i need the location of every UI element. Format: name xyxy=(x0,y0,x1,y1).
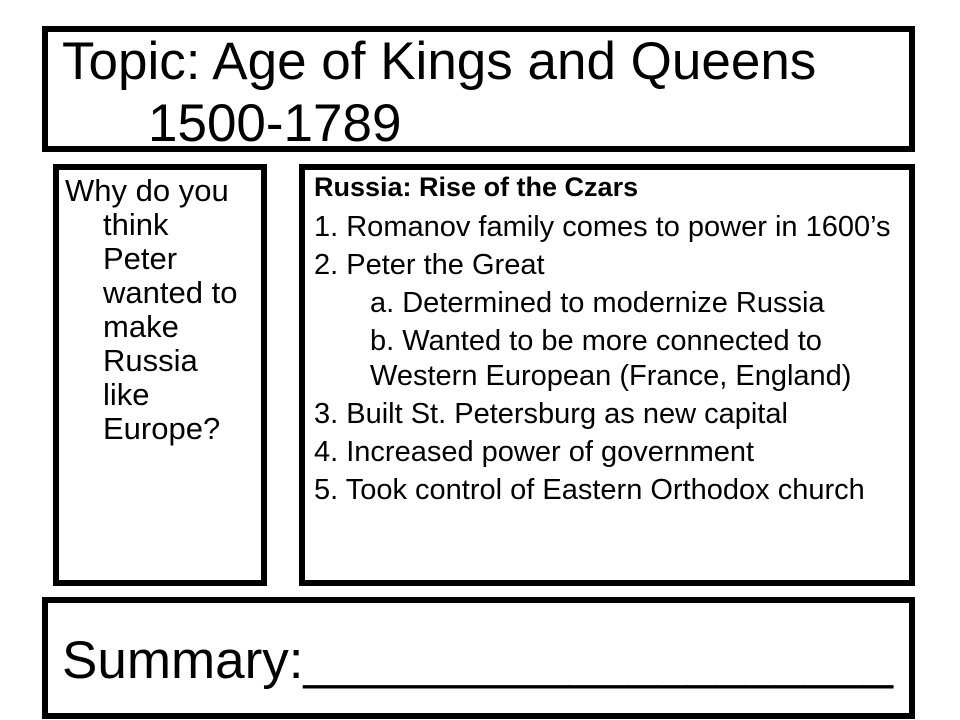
note-item-4: 4. Increased power of government xyxy=(314,436,755,468)
note-item-5: 5. Took control of Eastern Orthodox church xyxy=(314,474,865,506)
note-subitem-2b: b. Wanted to be more connected to Western European (France, England) xyxy=(370,325,852,392)
notes-column xyxy=(314,170,909,508)
note-item-3: 3. Built St. Petersburg as new capital xyxy=(314,398,788,430)
topic-title: Topic: Age of Kings and Queens 1500-1789 xyxy=(62,32,817,153)
question-text: Why do you think Peter wanted to make Russia like Europe? xyxy=(65,173,238,446)
note-item-1: 1. Romanov family comes to power in 1600’s xyxy=(314,211,891,243)
note-subitem-2a: a. Determined to modernize Russia xyxy=(370,287,825,319)
summary-label: Summary:____________________ xyxy=(62,631,893,690)
note-item-2: 2. Peter the Great xyxy=(314,249,545,281)
notes-heading: Russia: Rise of the Czars xyxy=(314,172,639,202)
